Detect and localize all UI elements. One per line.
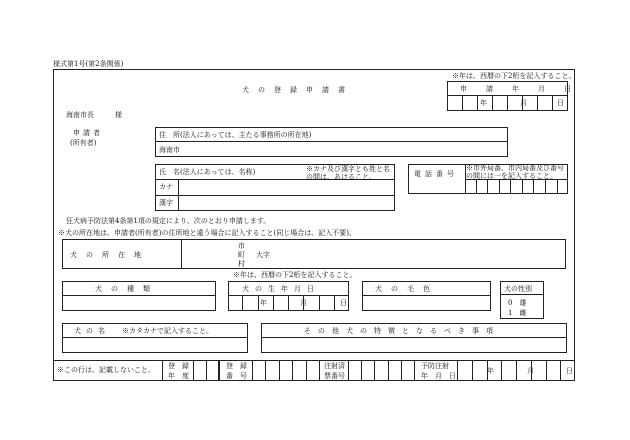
sex-label: 犬の性別 [504, 285, 532, 293]
application-day-label: 日 [557, 99, 564, 107]
reg-year-cells[interactable] [193, 360, 219, 381]
sex-option-male[interactable]: 0 雄 [508, 299, 527, 307]
dog-name-label: 犬の名 [74, 327, 110, 335]
application-date-header: 申 請 年 月 日 [460, 85, 577, 93]
tag-no-label: 注射済 票番号 [324, 362, 345, 380]
katakana-note: ※カタカナで記入すること。 [122, 327, 213, 335]
kanji-label: 漢字 [159, 199, 173, 207]
coat-color-label: 犬の毛色 [375, 285, 439, 293]
application-month-label: 月 [520, 99, 527, 107]
features-label: その他犬の特徴となるべき事項 [304, 327, 500, 335]
kana-note: ※カナ及び漢字とも姓と名 の間は、あけること。 [306, 165, 390, 181]
kana-label: カナ [159, 183, 173, 191]
year-note-top: ※年は、西暦の下2桁を記入すること。 [452, 72, 576, 80]
vaccination-year-label: 年 [487, 367, 494, 375]
birth-year-label: 年 [260, 299, 267, 307]
reg-year-label: 登 録 年 度 [168, 362, 189, 380]
dog-location-label: 犬の所在地 [70, 251, 150, 259]
address-value[interactable]: 海南市 [159, 146, 180, 154]
statement: 狂犬病予防法第4条第1項の規定により、次のとおり申請します。 [66, 217, 271, 225]
birth-month-label: 月 [300, 299, 307, 307]
location-oaza: 大字 [256, 251, 270, 259]
form-title: 犬の登録申請書 [242, 86, 354, 94]
applicant-sub-label: (所有者) [70, 139, 97, 147]
location-note: ※犬の所在地は、申請者(所有者)の住所地と違う場合に記入すること(同じ場合は、記入不要)。 [58, 229, 356, 237]
phone-digit-cells[interactable] [465, 179, 568, 194]
breed-label: 犬の種類 [95, 285, 159, 293]
vaccination-month-label: 月 [527, 367, 534, 375]
location-town: 町 [238, 251, 245, 259]
phone-label: 電話番号 [414, 170, 458, 178]
breed-field[interactable] [63, 296, 215, 310]
birth-day-label: 日 [340, 299, 347, 307]
phone-note: ※市外局番、市内局番及び番号 の間には一を記入すること。 [466, 164, 564, 180]
year-note-mid: ※年は、西暦の下2桁を記入すること。 [233, 271, 357, 279]
coat-color-field[interactable] [363, 296, 490, 310]
features-field[interactable] [262, 338, 566, 352]
application-date-cells[interactable] [447, 95, 568, 111]
application-year-label: 年 [480, 99, 487, 107]
dog-location-field[interactable] [270, 240, 565, 268]
birth-date-label: 犬の生年月日 [242, 285, 320, 293]
birth-date-cells[interactable] [228, 295, 349, 311]
location-city: 市 [238, 242, 245, 250]
address-label: 住 所(法人にあっては、主たる事務所の所在地) [159, 131, 312, 139]
addressee: 海南市長 様 [66, 111, 122, 119]
form-number: 様式第1号(第2条関係) [53, 60, 124, 68]
reg-no-cells[interactable] [252, 360, 320, 381]
dog-name-field[interactable] [63, 338, 247, 352]
tag-no-cells[interactable] [348, 360, 415, 381]
location-village: 村 [238, 260, 245, 268]
applicant-label: 申請者 [73, 129, 103, 137]
vaccination-date-cells[interactable] [457, 360, 575, 381]
no-fill-note: ※この行は、記載しないこと。 [57, 366, 155, 374]
reg-no-label: 登 録 番 号 [226, 362, 247, 380]
vaccination-date-label: 予防注射 年 月 日 [421, 362, 456, 380]
name-label: 氏 名(法人にあっては、名称) [159, 168, 256, 176]
vaccination-day-label: 日 [566, 367, 573, 375]
sex-option-female[interactable]: 1 雌 [508, 309, 527, 317]
kanji-field[interactable] [179, 196, 394, 210]
kana-field[interactable] [179, 180, 394, 195]
